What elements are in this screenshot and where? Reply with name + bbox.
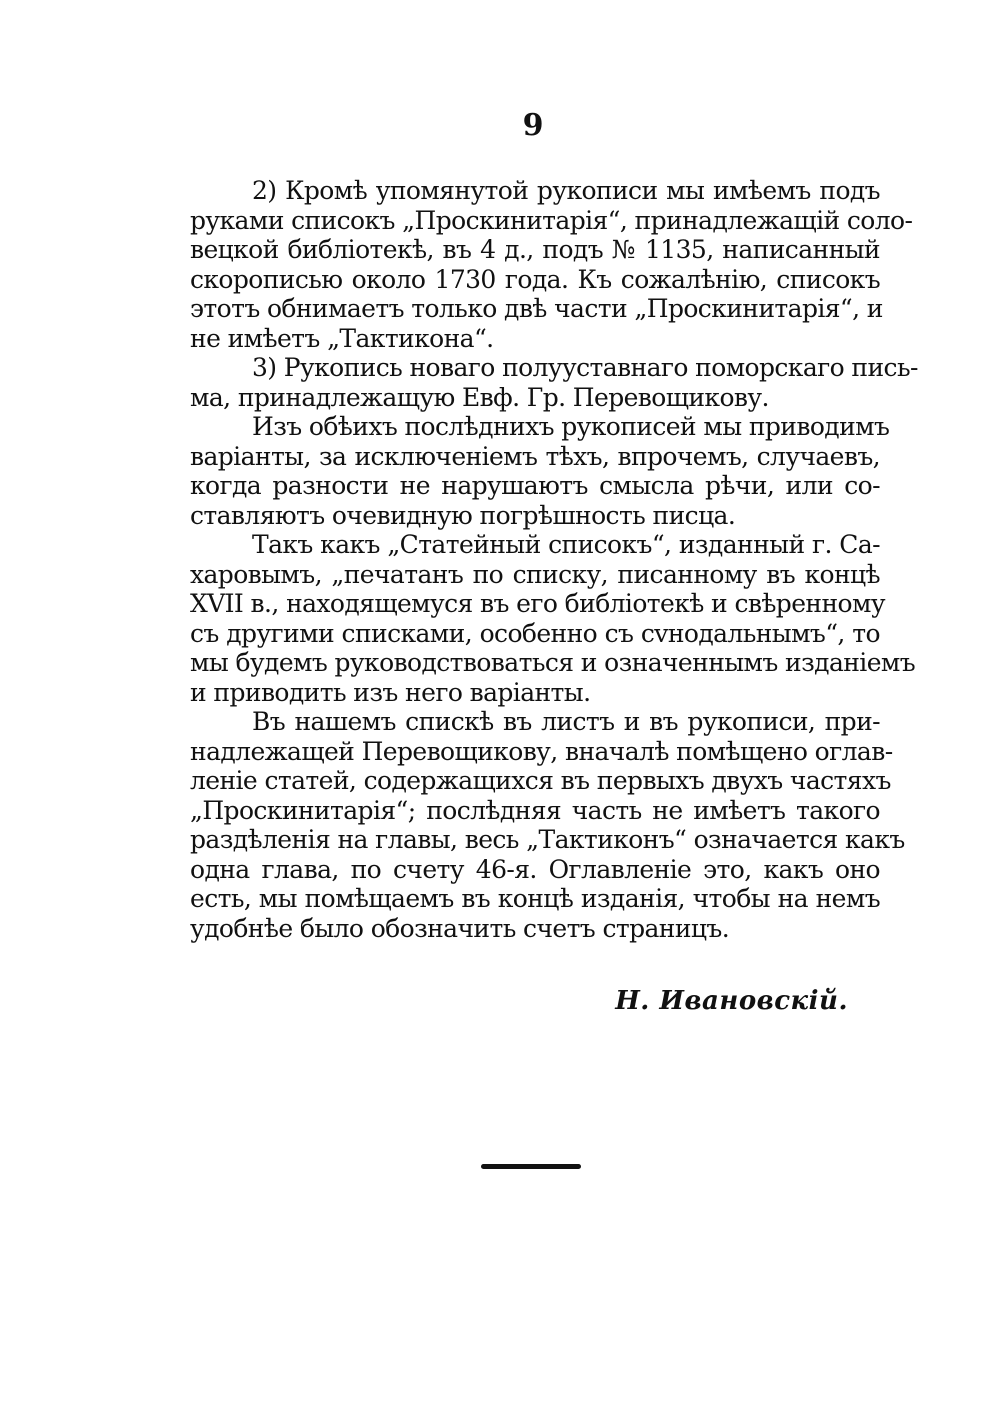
paragraph-1-line-1: 2) Кромѣ упомянутой рукописи мы имѣемъ подъ (252, 176, 880, 205)
paragraph-4-line-4: съ другими списками, особенно съ сvнодальнымъ“, то (190, 618, 880, 648)
paragraph-5-line-2: надлежащей Перевощикову, вначалѣ помѣщено оглав- (190, 736, 893, 766)
paragraph-5-line-1: Въ нашемъ спискѣ въ листъ и въ рукописи, при- (252, 707, 880, 736)
paragraph-5-line-3: леніе статей, содержащихся въ первыхъ двухъ частяхъ (190, 766, 891, 795)
paragraph-5-line-4: „Проскинитарія“; послѣдняя часть не имѣетъ такого (190, 795, 880, 825)
paragraph-5-line-7: есть, мы помѣщаемъ въ концѣ изданія, чтобы на немъ (190, 884, 880, 913)
paragraph-4-line-3: XVII в., находящемуся въ его библіотекѣ и свѣренному (190, 589, 885, 618)
end-ornament-rule (481, 1164, 581, 1169)
paragraph-1-line-4: скорописью около 1730 года. Къ сожалѣнію, списокъ (190, 264, 880, 294)
page-number: 9 (522, 108, 544, 143)
author-signature: Н. Ивановскій. (615, 986, 848, 1016)
paragraph-3-line-2: варіанты, за исключеніемъ тѣхъ, впрочемъ, случаевъ, (190, 441, 880, 471)
paragraph-1-line-2: руками списокъ „Проскинитарія“, принадлежащій соло- (190, 205, 913, 235)
paragraph-4-line-1: Такъ какъ „Статейный списокъ“, изданный г. Са- (252, 530, 880, 559)
body-text (190, 176, 918, 943)
paragraph-1-line-5: этотъ обнимаетъ только двѣ части „Проскинитарія“, и (190, 294, 883, 323)
paragraph-3-line-3: когда разности не нарушаютъ смысла рѣчи, или со- (190, 471, 880, 500)
paragraph-4-line-6: и приводить изъ него варіанты. (190, 677, 591, 707)
paragraph-5-line-6: одна глава, по счету 46-я. Оглавленіе это, какъ оно (190, 854, 880, 884)
paragraph-2-line-1: 3) Рукопись новаго полууставнаго поморскаго пись- (252, 353, 918, 382)
paragraph-5-line-5: раздѣленія на главы, весь „Тактиконъ“ означается какъ (190, 825, 905, 854)
paragraph-1-line-6: не имѣетъ „Тактикона“. (190, 323, 494, 353)
paragraph-5-line-8: удобнѣе было обозначить счетъ страницъ. (190, 913, 730, 943)
paragraph-4-line-5: мы будемъ руководствоваться и означеннымъ изданіемъ (190, 648, 916, 677)
paragraph-3-line-4: ставляютъ очевидную погрѣшность писца. (190, 500, 736, 530)
paragraph-1-line-3: вецкой библіотекѣ, въ 4 д., подъ № 1135, написанный (190, 235, 880, 264)
paragraph-3-line-1: Изъ обѣихъ послѣднихъ рукописей мы приводимъ (252, 412, 890, 441)
paragraph-4-line-2: харовымъ, „печатанъ по списку, писанному въ концѣ (190, 559, 880, 589)
paragraph-2-line-2: ма, принадлежащую Евф. Гр. Перевощикову. (190, 382, 769, 412)
